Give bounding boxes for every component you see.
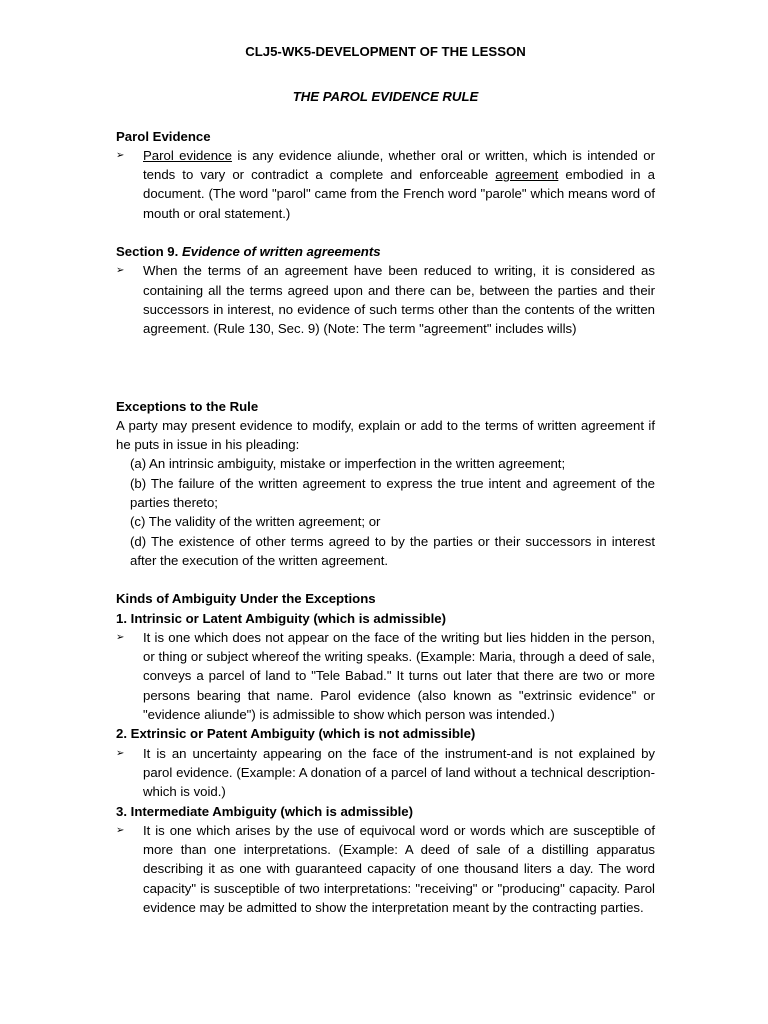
kind-2-bullet <box>116 744 655 802</box>
document-title: CLJ5-WK5-DEVELOPMENT OF THE LESSON <box>245 44 526 59</box>
kind-2-title: 2. Extrinsic or Patent Ambiguity (which is not admissible) <box>116 726 476 742</box>
bullet-arrow-icon: ➢ <box>116 265 125 277</box>
kind-3-title: 3. Intermediate Ambiguity (which is admissible) <box>116 803 414 819</box>
section9-heading <box>116 242 655 261</box>
parol-evidence-term: Parol evidence <box>143 147 232 163</box>
parol-evidence-heading: Parol Evidence <box>116 128 211 144</box>
section9-heading-italic: Evidence of written agreements <box>181 244 381 260</box>
kind-3-bullet <box>116 821 655 917</box>
kind-1-title: 1. Intrinsic or Latent Ambiguity (which is admissible) <box>116 610 446 626</box>
agreement-term: agreement <box>495 167 559 183</box>
parol-evidence-text-b: embodied in a document. (The word "parol" came from the French word "parole" which means word of mouth or oral statement.) <box>143 167 655 221</box>
parol-evidence-bullet <box>116 146 655 223</box>
exception-item-c: (c) The validity of the written agreement; or <box>130 514 381 530</box>
kind-2-text: It is an uncertainty appearing on the face of the instrument-and is not explained by parol evidence. (Example: A donation of a parcel of land without a technical description-which is void.) <box>143 745 655 800</box>
section9-heading-prefix: Section 9. <box>116 244 182 260</box>
bullet-arrow-icon: ➢ <box>116 631 125 643</box>
kinds-heading: Kinds of Ambiguity Under the Exceptions <box>116 591 376 607</box>
bullet-arrow-icon: ➢ <box>116 149 125 161</box>
kind-1-text: It is one which does not appear on the face of the writing but lies hidden in the person, or thing or subject whereof the writing speaks. (Example: Maria, through a deed of sale, conveys a parcel of land to "Tele Babad." It turns out later that there are two or more persons bearing that name. Parol evidence (also known as "extrinsic evidence" or "evidence aliunde") is admissible to show which person was intended.) <box>143 629 655 723</box>
kind-3-text: It is one which arises by the use of equivocal word or words which are susceptible of more than one interpretations. (Example: A deed of sale of a distilling apparatus describing it as one with guaranteed capacity of one thousand liters a day. The word capacity" is susceptible of two interpretations: "receiving" or "producing" capacity. Parol evidence may be admitted to show the interpretation meant by the contracting parties. <box>143 822 655 915</box>
document-subtitle: THE PAROL EVIDENCE RULE <box>292 89 479 105</box>
section9-bullet <box>116 261 655 338</box>
parol-evidence-text-a: is any evidence aliunde, whether oral or written, which is intended or tends to vary or contradict a complete and enforceable <box>143 147 655 183</box>
bullet-arrow-icon: ➢ <box>116 824 125 836</box>
exception-item-b: (b) The failure of the written agreement to express the true intent and agreement of the parties thereto; <box>130 475 655 511</box>
exceptions-heading: Exceptions to the Rule <box>116 398 259 414</box>
exception-item-a: (a) An intrinsic ambiguity, mistake or imperfection in the written agreement; <box>130 456 566 472</box>
bullet-arrow-icon: ➢ <box>116 747 125 759</box>
exceptions-intro: A party may present evidence to modify, explain or add to the terms of written agreement if he puts in issue in his pleading: <box>116 417 655 453</box>
kind-1-bullet <box>116 628 655 724</box>
section9-text: When the terms of an agreement have been reduced to writing, it is considered as containing all the terms agreed upon and there can be, between the parties and their successors in interest, no evidence of such terms other than the contents of the written agreement. (Rule 130, Sec. 9) (Note: The term "agreement" includes wills) <box>143 263 655 337</box>
exception-item-d: (d) The existence of other terms agreed to by the parties or their successors in interest after the execution of the written agreement. <box>130 533 655 568</box>
